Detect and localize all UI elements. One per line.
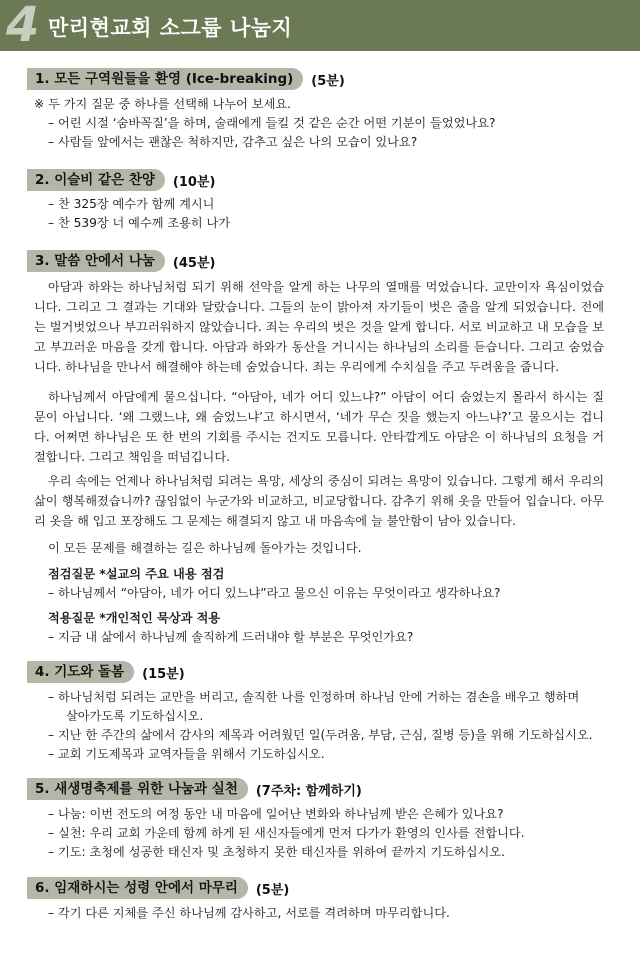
s4-line-1: – 하나님처럼 되려는 교만을 버리고, 솔직한 나를 인정하며 하나님 안에 거하는 겸손을 배우고 행하며 xyxy=(48,690,580,704)
s3-paragraph-4: 이 모든 문제를 해결하는 길은 하나님께 돌아가는 것입니다. xyxy=(48,541,362,555)
section-4-time: (15분) xyxy=(142,666,185,682)
section-5-title: 5. 새생명축제를 위한 나눔과 실천 xyxy=(27,778,248,800)
s6-line-1: – 각기 다른 지체를 주신 하나님께 감사하고, 서로를 격려하며 마무리합니다. xyxy=(48,906,450,920)
section-3-heading xyxy=(27,250,215,272)
section-6-heading xyxy=(27,877,289,899)
section-2-heading xyxy=(27,169,215,191)
s4-line-1-cont: 살아가도록 기도하십시오. xyxy=(66,709,204,723)
apply-question-title: 적용질문 *개인적인 묵상과 적용 xyxy=(48,611,221,625)
s2-line-2: – 찬 539장 너 예수께 조용히 나가 xyxy=(48,216,231,230)
s3-paragraph-2: 하나님께서 아담에게 물으십니다. “아담아, 네가 어디 있느냐?” 아담이 어디 숨었는지 몰라서 하시는 질문이 아닙니다. ‘왜 그랬느냐, 왜 숨었느냐’고 하시면서, ‘네가 무슨 짓을 했는지 아느냐?’고 물으시는 겁니다. 어쩌면 하나님은 또 한 번의 기회를 주시는 건지도 모릅니다. 안타깝게도 아담은 이 하나님의 요청을 거절합니다. 그리고 책임을 떠넘깁니다. xyxy=(34,390,604,464)
s2-line-1: – 찬 325장 예수가 함께 계시니 xyxy=(48,197,215,211)
s1-line-3: – 사람들 앞에서는 괜찮은 척하지만, 감추고 싶은 나의 모습이 있나요? xyxy=(48,135,418,149)
section-6-time: (5분) xyxy=(255,882,290,898)
check-question-title: 점검질문 *설교의 주요 내용 점검 xyxy=(48,567,225,581)
section-1-title: 1. 모든 구역원들을 환영 (Ice-breaking) xyxy=(27,68,303,90)
s3-paragraph-1: 아담과 하와는 하나님처럼 되기 위해 선악을 알게 하는 나무의 열매를 먹었습니다. 교만이자 욕심이었습니다. 그리고 그 결과는 기대와 달랐습니다. 그들의 눈이 밝아져 자기들이 벗은 줄을 알게 되었습니다. 전에는 벌거벗었으나 부끄러워하지 않았습니다. 죄는 우리의 벗은 것을 알게 합니다. 서로 비교하고 내 모습을 보고 부끄러운 마음을 갖게 합니다. 아담과 하와가 동산을 거니시는 하나님의 소리를 듣습니다. 그리고 숨었습니다. 하나님을 만나서 해결해야 하는데 숨었습니다. 죄는 우리에게 수치심을 주고 두려움을 줍니다. xyxy=(34,280,604,374)
section-2-title: 2. 이슬비 같은 찬양 xyxy=(27,169,165,191)
s5-line-2: – 실천: 우리 교회 가운데 함께 하게 된 새신자들에게 먼저 다가가 환영의 인사를 전합니다. xyxy=(48,826,525,840)
apply-question-line: – 지금 내 삶에서 하나님께 솔직하게 드러내야 할 부분은 무엇인가요? xyxy=(48,630,414,644)
s5-line-3: – 기도: 초청에 성공한 태신자 및 초청하지 못한 태신자를 위하여 끝까지 기도하십시오. xyxy=(48,845,505,859)
section-3-title: 3. 말씀 안에서 나눔 xyxy=(27,250,165,272)
page-header xyxy=(0,0,640,51)
page-number: 4 xyxy=(6,0,40,53)
section-4-heading xyxy=(27,661,185,683)
section-2-time: (10분) xyxy=(172,174,216,190)
s4-line-2: – 지난 한 주간의 삶에서 감사의 제목과 어려웠던 일(두려움, 부담, 근심, 질병 등)을 위해 기도하십시오. xyxy=(48,728,593,742)
s5-line-1: – 나눔: 이번 전도의 여정 동안 내 마음에 일어난 변화와 하나님께 받은 은혜가 있나요? xyxy=(48,807,504,821)
check-question-line: – 하나님께서 “아담아, 네가 어디 있느냐”라고 물으신 이유는 무엇이라고 생각하나요? xyxy=(48,586,501,600)
section-1-time: (5분) xyxy=(311,73,345,89)
section-5-heading xyxy=(27,778,362,800)
section-1-heading xyxy=(27,68,345,90)
section-4-title: 4. 기도와 돌봄 xyxy=(27,661,134,683)
section-6-title: 6. 임재하시는 성령 안에서 마무리 xyxy=(27,877,248,899)
section-5-time: (7주차: 함께하기) xyxy=(255,783,362,799)
s1-line-1: ※ 두 가지 질문 중 하나를 선택해 나누어 보세요. xyxy=(34,97,291,111)
s4-line-3: – 교회 기도제목과 교역자들을 위해서 기도하십시오. xyxy=(48,747,325,761)
s3-paragraph-3: 우리 속에는 언제나 하나님처럼 되려는 욕망, 세상의 중심이 되려는 욕망이 있습니다. 그렇게 해서 우리의 삶이 행복해졌습니까? 끊임없이 누군가와 비교하고, 비교당합니다. 감추기 위해 옷을 만들어 입습니다. 아무리 옷을 해 입고 포장해도 그 문제는 해결되지 않고 내 마음속에 늘 불안함이 남아 있습니다. xyxy=(34,474,604,528)
page-title: 만리현교회 소그룹 나눔지 xyxy=(48,16,293,40)
section-3-time: (45분) xyxy=(172,255,216,271)
s1-line-2: – 어린 시절 ‘숨바꼭질’을 하며, 술래에게 들킬 것 같은 순간 어떤 기분이 들었었나요? xyxy=(48,116,496,130)
